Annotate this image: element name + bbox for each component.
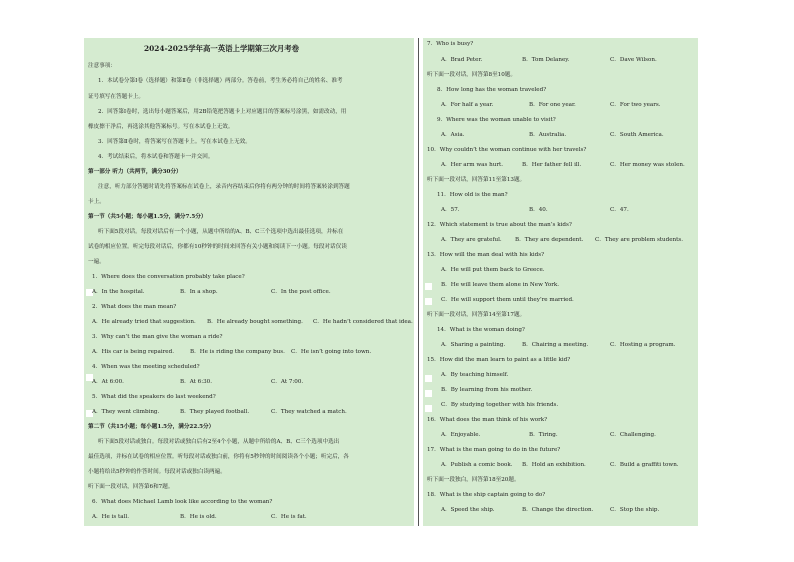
- answer-box[interactable]: [425, 405, 432, 412]
- part1-heading: 第一部分 听力（共两节，满分30分）: [88, 169, 182, 175]
- notice-heading: 注意事项：: [88, 63, 116, 69]
- section1-instruction: 试卷的相应位置。听完每段对话后，你都有10秒钟的时间来回答有关小题和阅读下一小题。每段对话仅读: [88, 244, 347, 250]
- question-stem: 14．What is the woman doing?: [437, 327, 525, 333]
- passage-heading: 听下面一段对话，回答第8至10题。: [427, 72, 516, 78]
- option-c: C．He is fat.: [271, 514, 307, 520]
- question-stem: 8．How long has the woman traveled?: [437, 87, 547, 93]
- option-a: A．They went climbing.: [92, 409, 160, 415]
- option-b: B．For one year.: [529, 102, 576, 108]
- option-a: A．Enjoyable.: [441, 432, 481, 438]
- question-stem: 11．How old is the man?: [437, 192, 508, 198]
- section1-heading: 第一节（共5小题；每小题1.5分，满分7.5分）: [88, 214, 207, 220]
- passage-heading: 听下面一段对话，回答第6和7题。: [88, 484, 174, 490]
- option-b: B．40.: [529, 207, 548, 213]
- option-a: A．He will put them back to Greece.: [441, 267, 545, 273]
- question-stem: 3．Why can’t the man give the woman a ride?: [92, 334, 223, 340]
- option-a: A．Her arm was hurt.: [441, 162, 504, 168]
- left-column: [84, 38, 414, 526]
- question-stem: 16．What does the man think of his work?: [427, 417, 548, 423]
- option-a: A．They are grateful.: [441, 237, 502, 243]
- option-a: A．His car is being repaired.: [92, 349, 174, 355]
- option-a: A．Asia.: [441, 132, 465, 138]
- notice-line: 橡皮擦干净后，再选涂其他答案标号。写在本试卷上无效。: [88, 124, 234, 130]
- option-c: C．In the post office.: [271, 289, 331, 295]
- section1-instruction: 听下面5段对话。每段对话后有一个小题，从题中所给的A、B、C三个选项中选出最佳选项，并标在: [98, 229, 344, 235]
- option-b: B．Australia.: [529, 132, 567, 138]
- answer-box[interactable]: [425, 298, 432, 305]
- option-b: B．Tiring.: [529, 432, 558, 438]
- question-stem: 13．How will the man deal with his kids?: [427, 252, 545, 258]
- option-b: B．At 6:30.: [180, 379, 213, 385]
- option-b: B．They played football.: [180, 409, 250, 415]
- question-stem: 1．Where does the conversation probably take place?: [92, 274, 245, 280]
- question-stem: 4．When was the meeting scheduled?: [92, 364, 200, 370]
- answer-box[interactable]: [425, 375, 432, 382]
- option-b: B．He will leave them alone in New York.: [441, 282, 560, 288]
- question-stem: 10．Why couldn’t the woman continue with her travels?: [427, 147, 587, 153]
- notice-line: 1．本试卷分第Ⅰ卷（选择题）和第Ⅱ卷（非选择题）两部分。答卷前，考生务必将自己的姓名、准考: [98, 78, 343, 84]
- option-c: C．For two years.: [610, 102, 661, 108]
- option-a: A．For half a year.: [441, 102, 494, 108]
- option-b: B．By learning from his mother.: [441, 387, 533, 393]
- option-c: C．Challenging.: [610, 432, 656, 438]
- option-b: B．He is old.: [180, 514, 217, 520]
- passage-heading: 听下面一段独白，回答第18至20题。: [427, 477, 520, 483]
- question-stem: 17．What is the man going to do in the future?: [427, 447, 561, 453]
- option-c: C．They watched a match.: [271, 409, 347, 415]
- option-a: A．57.: [441, 207, 460, 213]
- question-stem: 18．What is the ship captain going to do?: [427, 492, 546, 498]
- option-a: A．At 6:00.: [92, 379, 124, 385]
- notice-line: 2．回答第Ⅰ卷时，选出每小题答案后，用2B铅笔把答题卡上对应题目的答案标号涂黑，如需改动，用: [98, 109, 347, 115]
- passage-heading: 听下面一段对话，回答第14至第17题。: [427, 312, 526, 318]
- option-c: C．He hadn’t considered that idea.: [313, 319, 413, 325]
- option-c: C．Stop the ship.: [610, 507, 660, 513]
- question-stem: 5．What did the speakers do last weekend?: [92, 394, 216, 400]
- part1-instruction: 注意，听力部分答题时请先将答案标在试卷上，录音内容结束后你将有两分钟的时间将答案转涂到答题: [98, 184, 350, 190]
- question-stem: 6．What does Michael Lamb look like according to the woman?: [92, 499, 273, 505]
- option-b: B．Her father fell ill.: [522, 162, 582, 168]
- option-a: A．Brad Peter.: [441, 57, 483, 63]
- option-c: C．Dave Wilson.: [610, 57, 657, 63]
- page-title: 2024-2025学年高一英语上学期第三次月考卷: [144, 44, 300, 53]
- section2-instruction: 小题将给出5秒钟的作答时间。每段对话或独白读两遍。: [88, 469, 226, 475]
- column-divider: [418, 38, 419, 526]
- option-c: C．South America.: [610, 132, 664, 138]
- option-c: C．By studying together with his friends.: [441, 402, 559, 408]
- answer-box[interactable]: [425, 283, 432, 290]
- option-a: A．By teaching himself.: [441, 372, 509, 378]
- option-a: A．Publish a comic book.: [441, 462, 513, 468]
- option-b: B．Change the direction.: [522, 507, 594, 513]
- notice-line: 3．回答第Ⅱ卷时，将答案写在答题卡上。写在本试卷上无效。: [98, 139, 251, 145]
- question-stem: 9．Where was the woman unable to visit?: [437, 117, 556, 123]
- option-a: A．Speed the ship.: [441, 507, 495, 513]
- passage-heading: 听下面一段对话，回答第11至第13题。: [427, 177, 526, 183]
- option-b: B．Chairing a meeting.: [522, 342, 589, 348]
- option-c: C．Her money was stolen.: [610, 162, 685, 168]
- option-b: B．Tom Delaney.: [522, 57, 570, 63]
- option-c: C．47.: [610, 207, 629, 213]
- option-b: B．In a shop.: [180, 289, 218, 295]
- option-a: A．He already tried that suggestion.: [92, 319, 196, 325]
- right-column: [423, 38, 698, 526]
- option-c: C．He isn’t going into town.: [291, 349, 372, 355]
- part1-instruction: 卡上。: [88, 199, 105, 205]
- option-c: C．He will support them until they’re married.: [441, 297, 574, 303]
- option-c: C．At 7:00.: [271, 379, 304, 385]
- notice-line: 4．考试结束后，将本试卷和答题卡一并交回。: [98, 154, 214, 160]
- option-c: C．They are problem students.: [595, 237, 684, 243]
- question-stem: 12．Which statement is true about the man’s kids?: [427, 222, 572, 228]
- option-b: B．He is riding the company bus.: [190, 349, 285, 355]
- option-b: B．Hold an exhibition.: [522, 462, 586, 468]
- option-a: A．He is tall.: [92, 514, 129, 520]
- section2-heading: 第二节（共15小题；每小题1.5分，满分22.5分）: [88, 424, 215, 430]
- option-c: C．Hosting a program.: [610, 342, 676, 348]
- option-c: C．Build a graffiti town.: [610, 462, 679, 468]
- option-b: B．He already bought something.: [207, 319, 303, 325]
- question-stem: 2．What does the man mean?: [92, 304, 177, 310]
- option-a: A．Sharing a painting.: [441, 342, 506, 348]
- notice-line: 证号填写在答题卡上。: [88, 94, 144, 100]
- question-stem: 7．Who is busy?: [427, 41, 474, 47]
- section2-instruction: 最佳选项，并标在试卷的相应位置。听每段对话或独白前，你将有5秒钟的时间阅读各个小题；听完后，各: [88, 454, 349, 460]
- question-stem: 15．How did the man learn to paint as a little kid?: [427, 357, 571, 363]
- option-b: B．They are dependent.: [515, 237, 584, 243]
- answer-box[interactable]: [425, 390, 432, 397]
- section1-instruction: 一遍。: [88, 259, 105, 265]
- section2-instruction: 听下面5段对话或独白。每段对话或独白后有2至4个小题，从题中所给的A、B、C三个选项中选出: [98, 439, 340, 445]
- option-a: A．In the hospital.: [92, 289, 145, 295]
